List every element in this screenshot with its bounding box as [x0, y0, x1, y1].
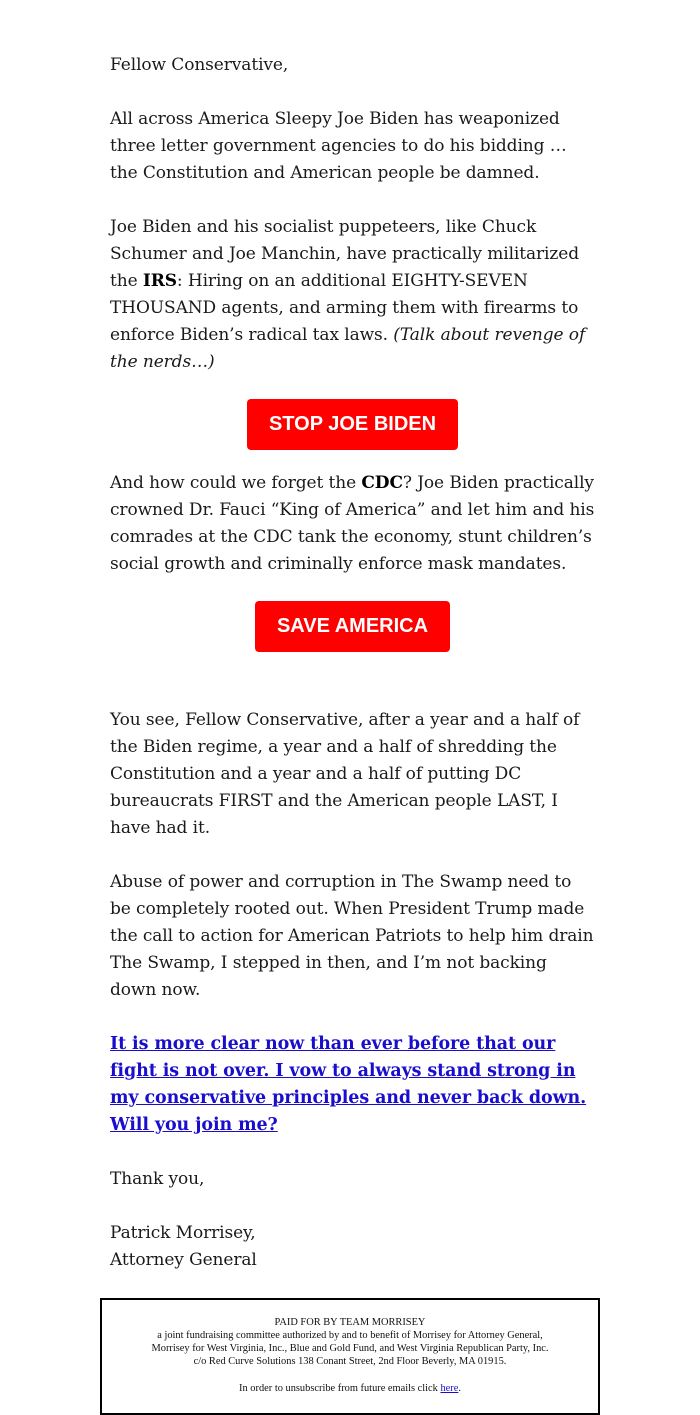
unsubscribe-text: In order to unsubscribe from future emails click	[239, 1383, 441, 1394]
paragraph-cdc-text-a: And how could we forget the	[110, 473, 362, 493]
save-america-button[interactable]: SAVE AMERICA	[255, 601, 450, 652]
unsubscribe-line	[102, 1382, 598, 1395]
paragraph-irs	[110, 214, 595, 376]
stop-joe-biden-button[interactable]: STOP JOE BIDEN	[247, 399, 458, 450]
closing: Thank you,	[110, 1169, 205, 1189]
disclaimer-box	[100, 1298, 600, 1415]
paragraph-biden-regime: You see, Fellow Conservative, after a year and a half of the Biden regime, a year and a half of shredding the Constitution and a year and a half of putting DC bureaucrats FIRST and the American people LAST, I have had it.	[110, 710, 580, 838]
paragraph-irs-text-a: Joe Biden and his socialist puppeteers, like Chuck Schumer and Joe Manchin, have practically militarized the	[110, 217, 579, 291]
paragraph-irs-aside: (Talk about revenge of the nerds…)	[110, 325, 586, 372]
paid-for-line: PAID FOR BY TEAM MORRISEY	[274, 1317, 426, 1328]
unsubscribe-link[interactable]: here	[440, 1383, 459, 1394]
signature-title: Attorney General	[110, 1250, 257, 1270]
unsubscribe-end: .	[458, 1383, 461, 1394]
paragraph-swamp: Abuse of power and corruption in The Swamp need to be completely rooted out. When President Trump made the call to action for American Patriots to help him drain The Swamp, I stepped in then, and I’m not backing down now.	[110, 872, 594, 1000]
join-me-link[interactable]: It is more clear now than ever before that our fight is not over. I vow to always stand strong in my conservative principles and never back down. Will you join me?	[110, 1034, 587, 1135]
cta-paragraph	[110, 1031, 595, 1139]
paragraph-cdc-text-b: ? Joe Biden practically crowned Dr. Fauci “King of America” and let him and his comrades at the CDC tank the economy, stunt children’s social growth and criminally enforce mask mandates.	[110, 473, 595, 574]
save-america-button-wrap	[110, 601, 595, 652]
stop-joe-biden-button-wrap	[110, 399, 595, 450]
cdc-bold: CDC	[361, 473, 403, 493]
paragraph-weaponized: All across America Sleepy Joe Biden has weaponized three letter government agencies to do his bidding … the Constitution and American people be damned.	[110, 109, 567, 183]
committee-line: a joint fundraising committee authorized by and to benefit of Morrisey for Attorney General,	[157, 1330, 543, 1341]
address-line: c/o Red Curve Solutions 138 Conant Street, 2nd Floor Beverly, MA 01915.	[193, 1356, 507, 1367]
beneficiaries-line: Morrisey for West Virginia, Inc., Blue and Gold Fund, and West Virginia Republican Party, Inc.	[151, 1343, 549, 1354]
signature-block	[110, 1166, 595, 1274]
paragraph-cdc	[110, 470, 595, 578]
greeting: Fellow Conservative,	[110, 55, 289, 75]
irs-bold: IRS	[142, 271, 177, 291]
signature-name: Patrick Morrisey,	[110, 1223, 256, 1243]
paragraph-irs-text-b: : Hiring on an additional EIGHTY-SEVEN THOUSAND agents, and arming them with firearms to enforce Biden’s radical tax laws.	[110, 271, 579, 345]
email-body	[110, 52, 595, 1274]
